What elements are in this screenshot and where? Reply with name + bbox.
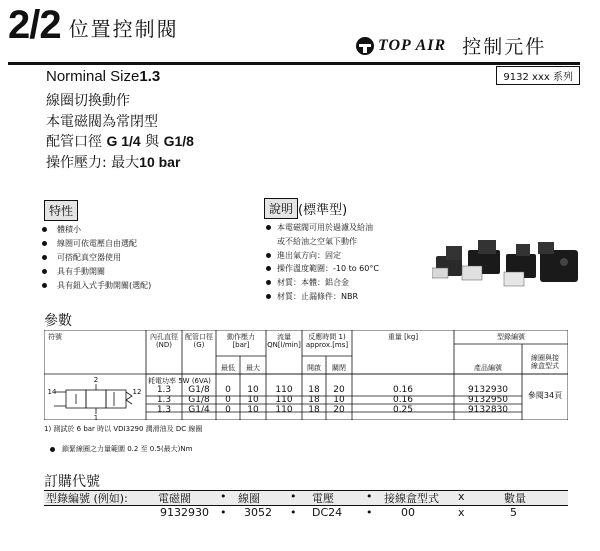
brand-name: TOP AIR <box>378 36 447 54</box>
order-header: 型錄編號 (例如): <box>46 492 128 505</box>
brand-block <box>356 32 546 59</box>
brand-logo-icon <box>356 37 374 55</box>
spec-normally-closed: 本電磁閥為常閉型 <box>46 114 158 130</box>
title-chinese: 位置控制閥 <box>68 17 179 41</box>
order-value: x <box>458 506 465 519</box>
symbol-label-12: 12 <box>132 388 142 396</box>
order-header: • <box>290 490 297 503</box>
symbol-port-1: 1 <box>93 414 99 422</box>
params-table: 符號 內孔直徑 (ND) 配管口徑 (G) 動作壓力 [bar] 最低 最大 流量 QN[l/min] 反應時間 1) approx.[ms] 開啟 關閉 重量 [kg] 型錄編號 產品編號 線圈與接 線盒型式 耗電功率 5W (6VA) 2 1 14 12 1.3 G1/8 0 10 110 18 20 0.16 9132930 1.3 G1/8 0 10 110 18 10 0.16 9132950 1.3 G1/4 0 10 110 18 20 0.25 9132830 參閱34頁 <box>44 330 568 420</box>
brand-tagline: 控制元件 <box>462 36 547 58</box>
feature-item: 體積小 <box>42 224 81 235</box>
feature-item: 具有手動開關 <box>42 266 105 277</box>
see-page-note: 參閱34頁 <box>527 391 563 400</box>
order-header: 數量 <box>504 492 526 505</box>
series-badge: 9132 xxx 系列 <box>496 66 580 85</box>
valve-image <box>432 240 578 286</box>
order-header: 線圈 <box>238 492 260 505</box>
header-pmax: 最大 <box>246 364 260 372</box>
order-value: 5 <box>510 506 517 519</box>
header-flow: 流量 QN[l/min] <box>267 333 301 349</box>
order-header: • <box>366 490 373 503</box>
description-item: 或不給油之空氣下動作 <box>277 237 357 246</box>
order-header: 電壓 <box>312 492 334 505</box>
footnote-test: 1) 測試於 6 bar 時以 VDI3290 潤滑油及 DC 線圈 <box>44 425 203 433</box>
page-title <box>8 3 179 47</box>
feature-item: 可搭配真空器使用 <box>42 252 121 263</box>
product-photo <box>432 232 582 298</box>
order-header: 電磁閥 <box>158 492 191 505</box>
header-port: 配管口徑 (G) <box>185 333 213 349</box>
header-model: 型錄編號 <box>497 333 525 341</box>
order-value: • <box>290 506 297 519</box>
symbol-label-14: 14 <box>47 388 57 396</box>
description-item: 進出氣方向：固定 <box>266 250 341 261</box>
description-title: 說明 (標準型) <box>264 198 347 219</box>
header-response: 反應時間 1) approx.[ms] <box>305 333 349 349</box>
description-item: 材質：本體：鋁合金 <box>266 277 349 288</box>
header-open: 開啟 <box>307 364 321 372</box>
spec-nominal-size: Norminal Size1.3 <box>46 68 161 85</box>
header-pmin: 最低 <box>221 364 235 372</box>
spec-coil-action: 線圈切換動作 <box>46 93 130 109</box>
symbol-port-2: 2 <box>93 376 99 384</box>
header-box: 線圈與接 線盒型式 <box>531 354 559 370</box>
spec-port-size: 配管口徑 G 1/4 與 G1/8 <box>46 133 194 150</box>
header-weight: 重量 [kg] <box>387 333 419 341</box>
valve-symbol <box>54 384 132 414</box>
header-close: 關閉 <box>332 364 346 372</box>
spec-pressure: 操作壓力: 最大10 bar <box>46 154 181 171</box>
header-symbol: 符號 <box>48 333 62 341</box>
order-header: 接線盒型式 <box>384 492 439 505</box>
header-rule <box>8 62 580 65</box>
order-header: • <box>220 490 227 503</box>
header-product: 產品編號 <box>474 364 502 372</box>
order-value: • <box>366 506 373 519</box>
order-value: 9132930 <box>160 506 209 519</box>
model-number: 2/2 <box>8 3 61 47</box>
order-value: 00 <box>401 506 415 519</box>
order-value: 3052 <box>244 506 272 519</box>
feature-item: 線圈可依電壓自由選配 <box>42 238 137 249</box>
order-title: 訂購代號 <box>44 474 100 490</box>
coil-power: 耗電功率 5W (6VA) <box>148 377 211 385</box>
description-item: 操作溫度範圍：-10 to 60°C <box>266 263 379 274</box>
features-title: 特性 <box>44 200 78 221</box>
params-title: 參數 <box>44 313 72 329</box>
order-value: • <box>220 506 227 519</box>
description-item: 材質：止漏條件：NBR <box>266 291 358 302</box>
description-item: 本電磁閥可用於過濾及給油 <box>266 222 373 233</box>
footnote-torque: 鎖緊線圈之力量範圍 0.2 至 0.5(最大)Nm <box>50 444 192 454</box>
header-bore: 內孔直徑 (ND) <box>150 333 178 349</box>
order-header: x <box>458 490 465 503</box>
order-code-block <box>44 490 568 518</box>
order-value: DC24 <box>312 506 343 519</box>
header-pressure: 動作壓力 [bar] <box>227 333 255 349</box>
feature-item: 具有鈕入式手動開關(選配) <box>42 280 151 291</box>
